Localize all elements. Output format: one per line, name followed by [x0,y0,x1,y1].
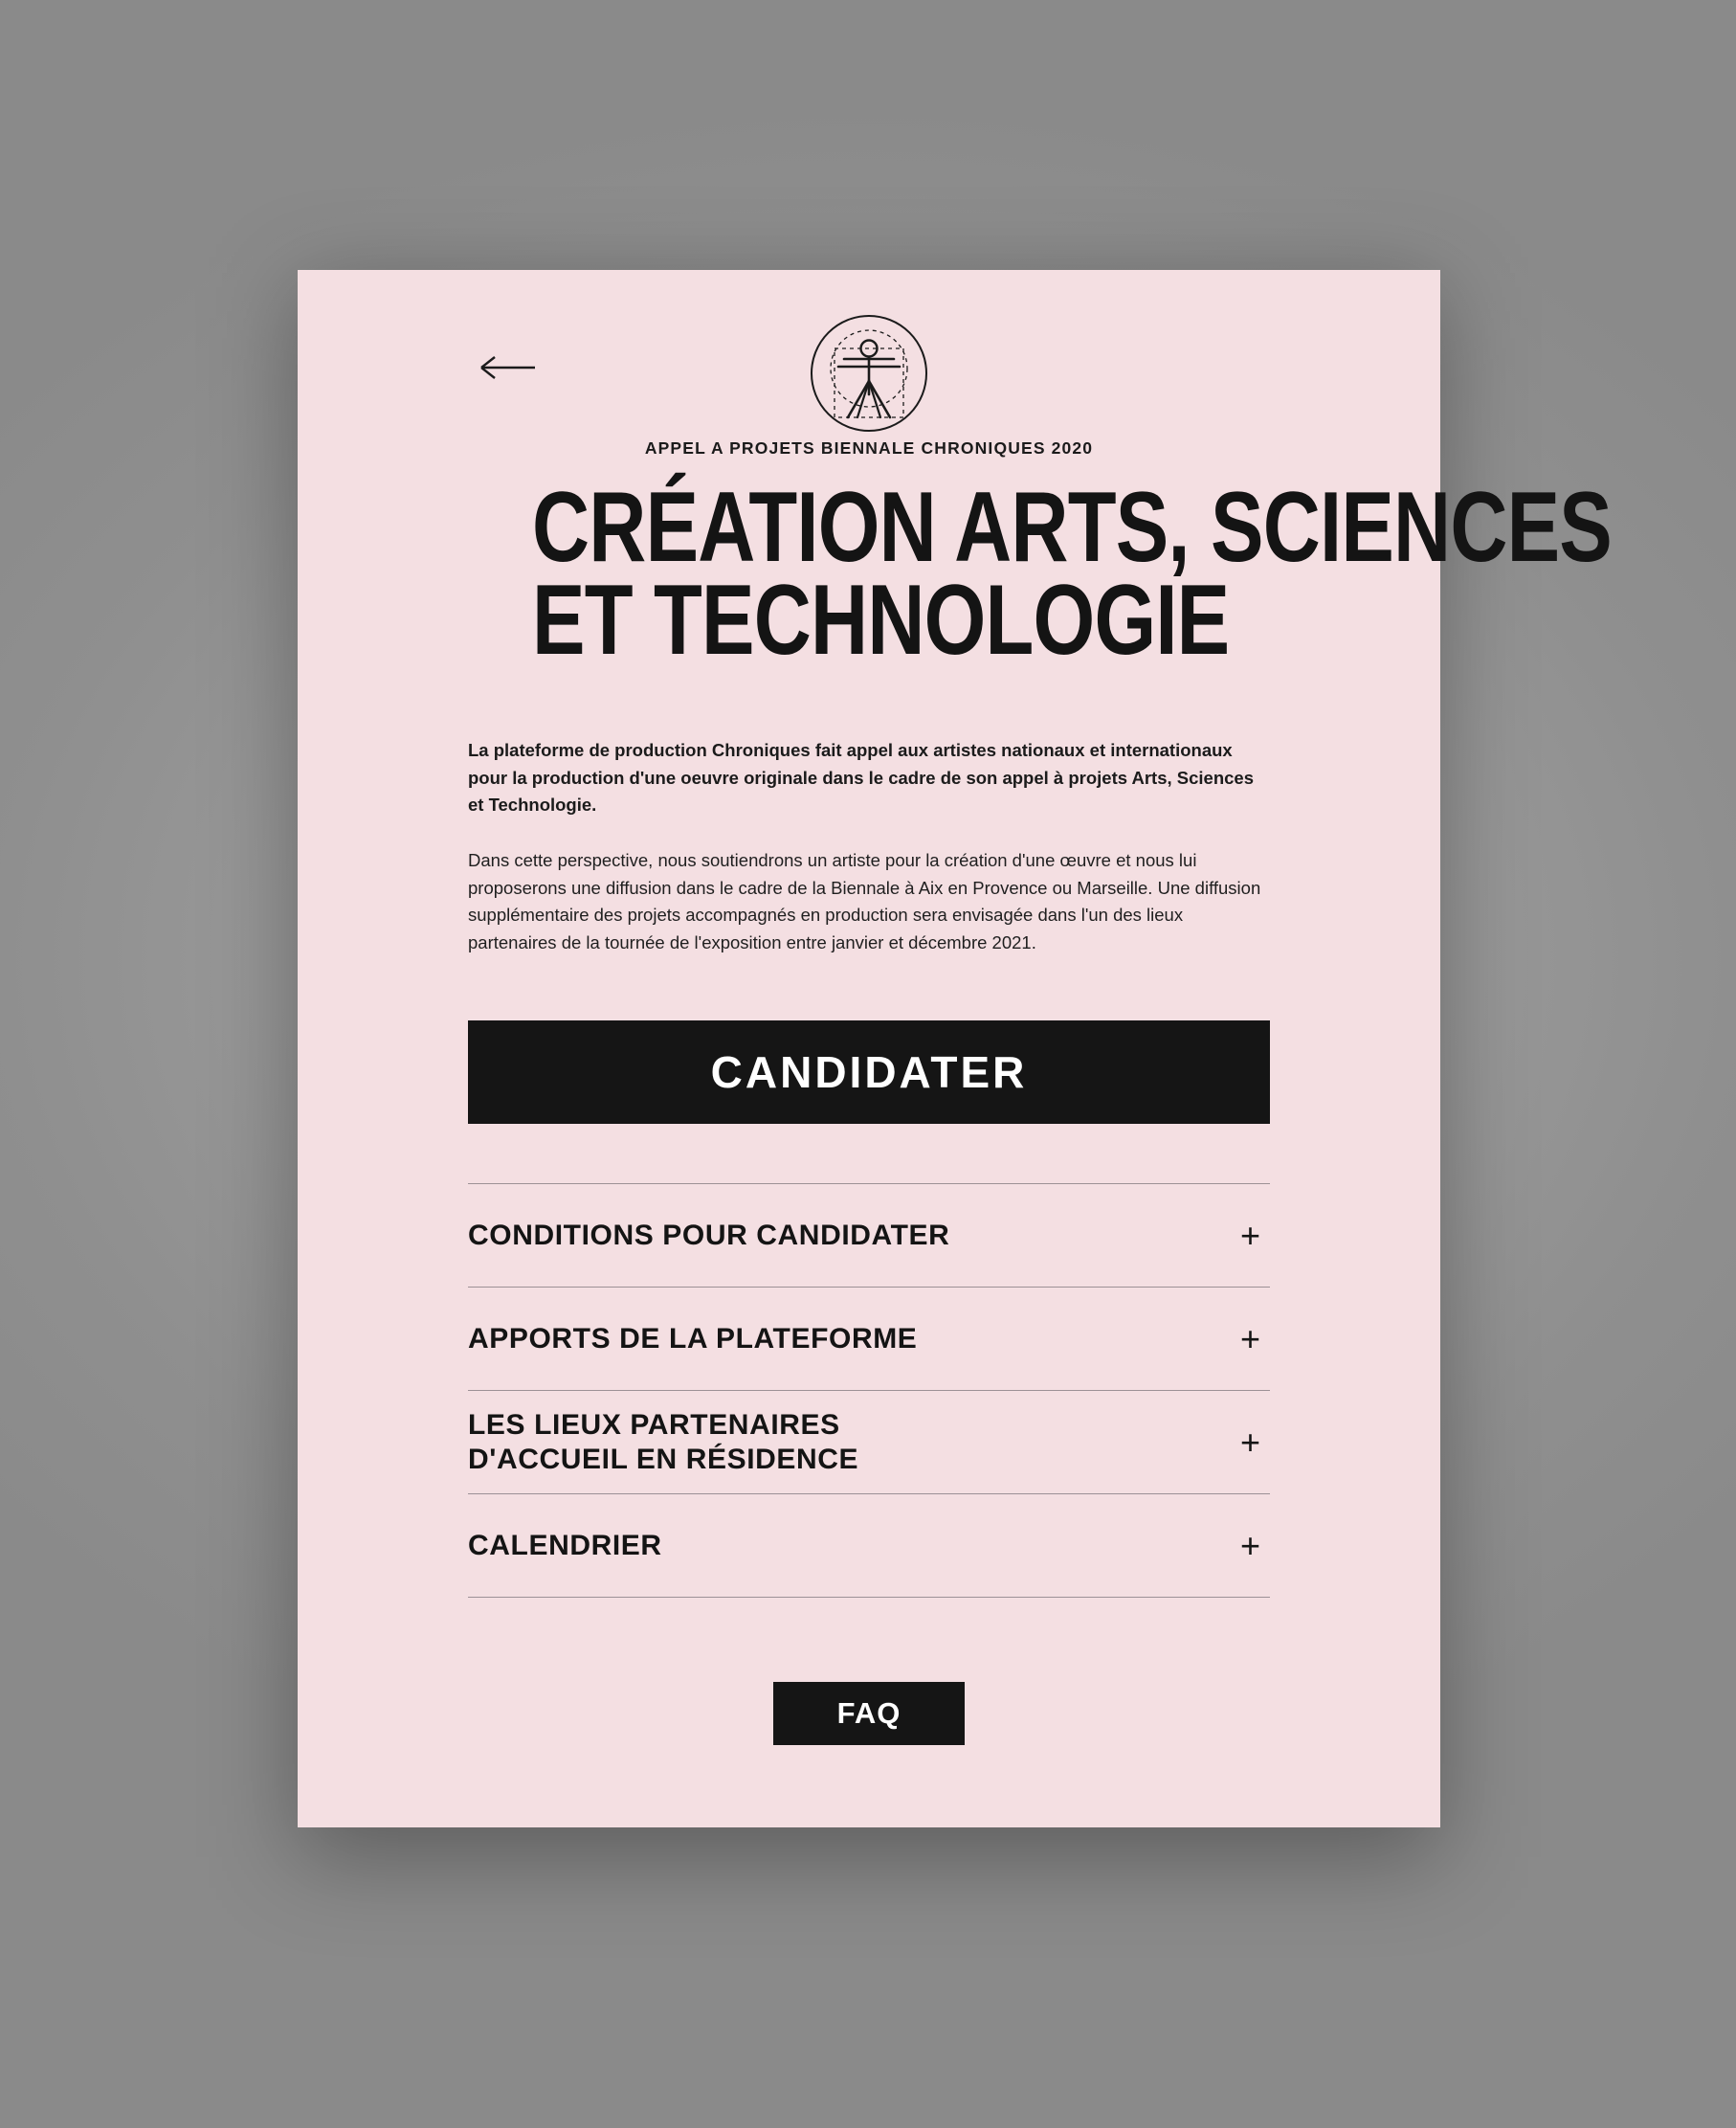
accordion-list [468,1183,1270,1598]
candidater-button[interactable]: CANDIDATER [468,1020,1270,1124]
top-bar [298,270,1440,423]
kicker-text: APPEL A PROJETS BIENNALE CHRONIQUES 2020 [644,438,1094,458]
faq-button[interactable]: FAQ [773,1682,965,1745]
plus-icon[interactable]: + [1239,1215,1260,1255]
page-title [532,472,1612,676]
plus-icon[interactable]: + [1239,1525,1260,1565]
accordion-item-apports[interactable] [468,1288,1270,1391]
accordion-item-label [468,1529,662,1562]
description-paragraph: Dans cette perspective, nous soutiendrons un artiste pour la création d'une œuvre et nous lui proposerons une diffusion dans le cadre de la Biennale à Aix en Provence ou Marseille. Une diffusion supplémentaire des projets accompagnés en production sera envisagée dans l'un des lieux partenaires de la tournée de l'exposition entre janvier et décembre 2021. [468,849,1261,953]
accordion-item-conditions[interactable] [468,1184,1270,1288]
plus-icon[interactable]: + [1239,1318,1260,1358]
back-arrow-icon[interactable] [479,354,537,381]
poster-page [298,270,1612,1827]
accordion-label-line-1: CALENDRIER [468,1530,662,1561]
accordion-item-lieux-partenaires[interactable] [468,1391,1270,1494]
accordion-item-label [468,1219,949,1252]
page-title-line-1: CRÉATION ARTS, SCIENCES [532,472,1612,583]
body-copy [468,737,1270,957]
accordion-label-line-2: D'ACCUEIL EN RÉSIDENCE [468,1443,859,1475]
lead-paragraph: La plateforme de production Chroniques fait appel aux artistes nationaux et internationaux pour la production d'une oeuvre originale dans le cadre de son appel à projets Arts, Sciences et Technologie. [468,740,1255,815]
accordion-item-label [468,1322,917,1355]
vitruvian-man-logo-icon [810,314,928,433]
faq-section [298,1682,1440,1745]
plus-icon[interactable]: + [1239,1422,1260,1462]
accordion-item-label [468,1408,858,1476]
accordion-label-line-1: LES LIEUX PARTENAIRES [468,1409,840,1442]
page-title-line-2: ET TECHNOLOGIE [532,564,1230,676]
accordion-label-line-1: APPORTS DE LA PLATEFORME [468,1323,918,1355]
accordion-item-calendrier[interactable] [468,1494,1270,1598]
accordion-label-line-1: CONDITIONS POUR CANDIDATER [468,1220,950,1251]
